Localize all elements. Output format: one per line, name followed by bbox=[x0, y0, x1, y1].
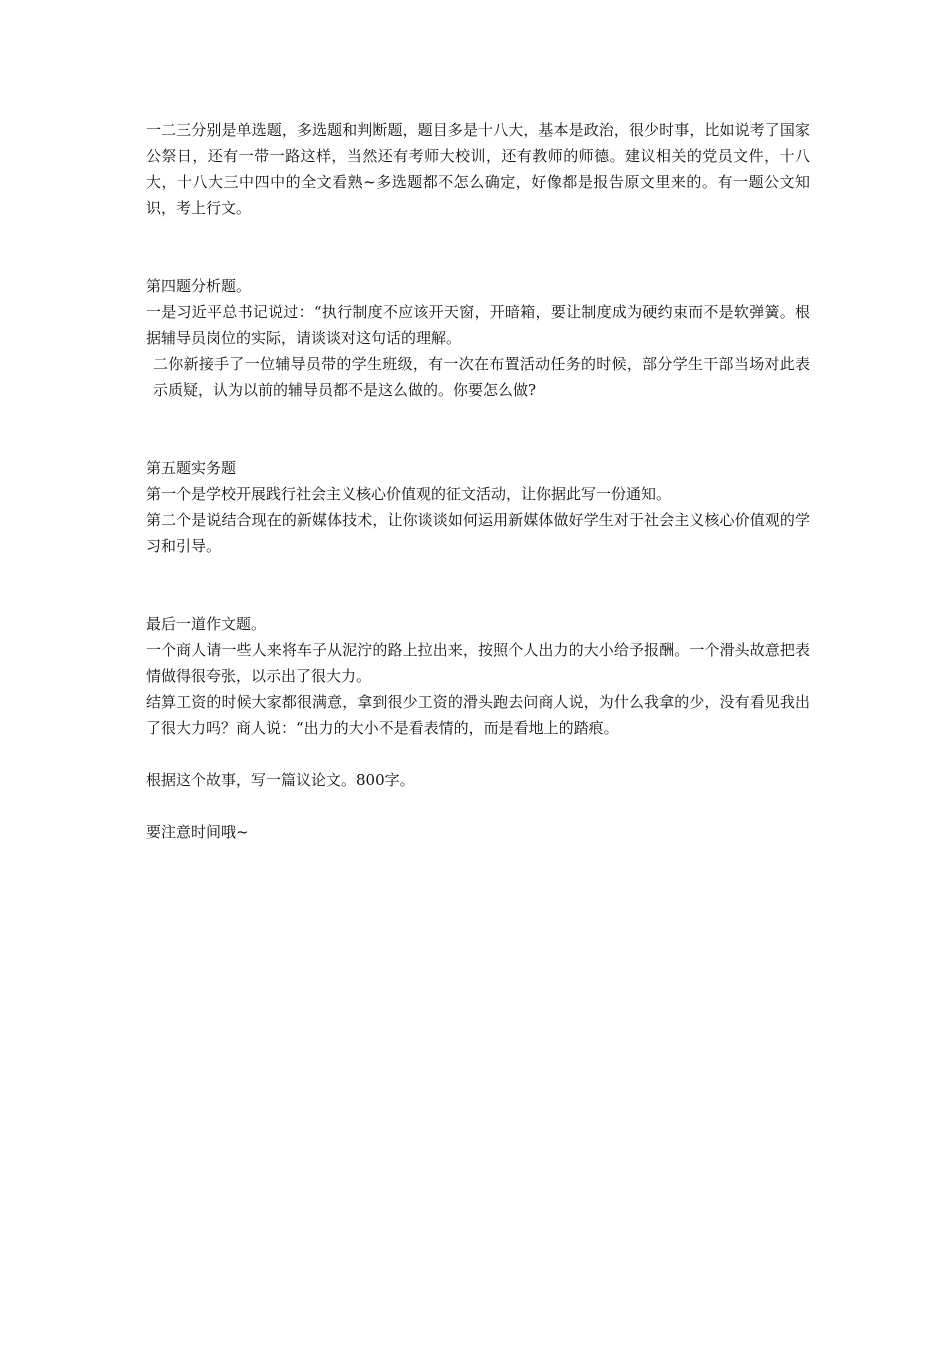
analysis-section-heading: 第四题分析题。 bbox=[146, 277, 252, 295]
practical-section-heading: 第五题实务题 bbox=[146, 459, 237, 477]
document-body bbox=[146, 117, 810, 845]
section-spacer bbox=[146, 403, 810, 455]
analysis-question-2: 二你新接手了一位辅导员带的学生班级，有一次在布置活动任务的时候，部分学生干部当场对此表示质疑，认为以前的辅导员都不是这么做的。你要怎么做? bbox=[153, 355, 810, 399]
closing-note: 要注意时间哦~ bbox=[146, 823, 249, 841]
essay-section-heading: 最后一道作文题。 bbox=[146, 615, 267, 633]
essay-story-part-2: 结算工资的时候大家都很满意，拿到很少工资的滑头跑去问商人说，为什么我拿的少，没有看见我出了很大力吗？商人说：“出力的大小不是看表情的，而是看地上的踏痕。 bbox=[146, 693, 810, 737]
analysis-question-1: 一是习近平总书记说过：“执行制度不应该开天窗，开暗箱，要让制度成为硬约束而不是软弹簧。根据辅导员岗位的实际，请谈谈对这句话的理解。 bbox=[146, 303, 810, 347]
paragraph-spacer bbox=[146, 741, 810, 767]
essay-task: 根据这个故事，写一篇议论文。800字。 bbox=[146, 771, 415, 789]
section-spacer bbox=[146, 559, 810, 611]
practical-question-2: 第二个是说结合现在的新媒体技术，让你谈谈如何运用新媒体做好学生对于社会主义核心价值观的学习和引导。 bbox=[146, 511, 810, 555]
essay-story-part-1: 一个商人请一些人来将车子从泥泞的路上拉出来，按照个人出力的大小给予报酬。一个滑头故意把表情做得很夸张，以示出了很大力。 bbox=[146, 641, 810, 685]
practical-question-1: 第一个是学校开展践行社会主义核心价值观的征文活动，让你据此写一份通知。 bbox=[146, 485, 672, 503]
exam-overview-paragraph: 一二三分别是单选题，多选题和判断题，题目多是十八大，基本是政治，很少时事，比如说考了国家公祭日，还有一带一路这样，当然还有考师大校训，还有教师的师德。建议相关的党员文件，十八大，十八大三中四中的全文看熟~多选题都不怎么确定，好像都是报告原文里来的。有一题公文知识，考上行文。 bbox=[146, 121, 810, 217]
paragraph-spacer bbox=[146, 793, 810, 819]
section-spacer bbox=[146, 221, 810, 273]
